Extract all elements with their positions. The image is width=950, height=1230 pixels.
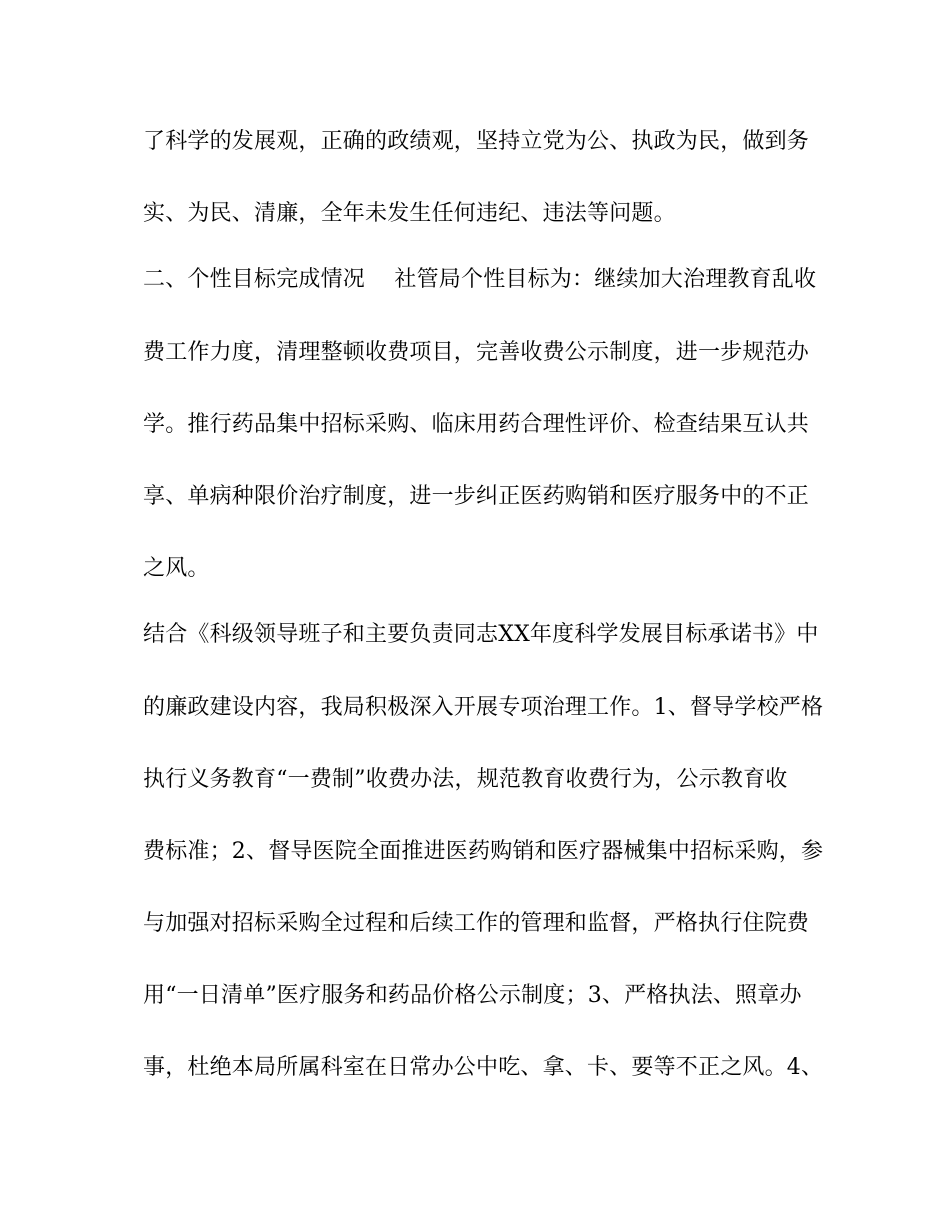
text-line: 费工作力度，清理整顿收费项目，完善收费公示制度，进一步规范办	[143, 340, 810, 365]
text-line: 的廉政建设内容，我局积极深入开展专项治理工作。1、督导学校严格	[143, 695, 824, 720]
text-line: 与加强对招标采购全过程和后续工作的管理和监督，严格执行住院费	[143, 911, 810, 936]
section-heading-line: 二、个性目标完成情况 社管局个性目标为：继续加大治理教育乱收	[143, 267, 817, 292]
paragraph-start-line: 结合《科级领导班子和主要负责同志XX年度科学发展目标承诺书》中	[143, 622, 819, 647]
text-line: 之风。	[143, 556, 210, 581]
text-line: 用“一日清单”医疗服务和药品价格公示制度；3、严格执法、照章办	[143, 983, 802, 1008]
text-line: 学。推行药品集中招标采购、临床用药合理性评价、检查结果互认共	[143, 412, 810, 437]
text-line: 享、单病种限价治疗制度，进一步纠正医药购销和医疗服务中的不正	[143, 484, 810, 509]
text-line: 事，杜绝本局所属科室在日常办公中吃、拿、卡、要等不正之风。4、	[143, 1055, 824, 1080]
text-line: 了科学的发展观，正确的政绩观，坚持立党为公、执政为民，做到务	[143, 129, 810, 154]
text-line: 实、为民、清廉，全年未发生任何违纪、违法等问题。	[143, 201, 676, 226]
text-line: 费标准；2、督导医院全面推进医药购销和医疗器械集中招标采购，参	[143, 839, 824, 864]
text-line: 执行义务教育“一费制”收费办法，规范教育收费行为，公示教育收	[143, 767, 788, 792]
